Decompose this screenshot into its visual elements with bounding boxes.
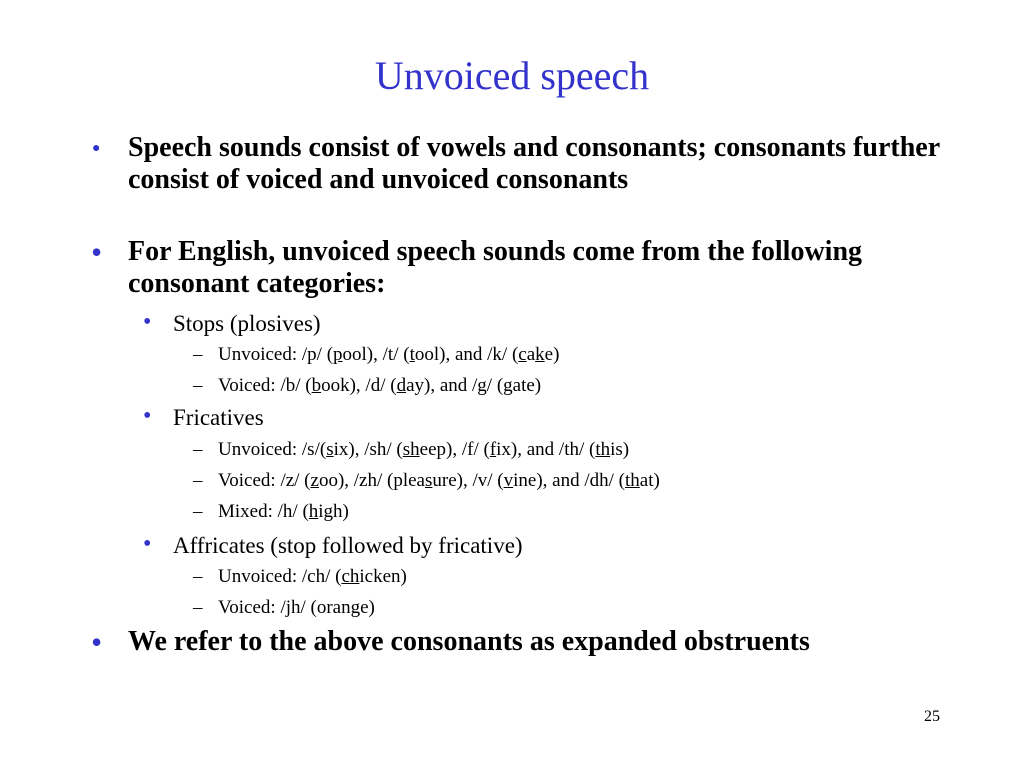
dash-icon: –	[193, 375, 203, 396]
dash-icon: –	[193, 501, 203, 522]
sub-bullet-dot-icon: •	[143, 531, 152, 557]
bullet-text-3: We refer to the above consonants as expanded obstruents	[128, 626, 810, 657]
list-item-stops-voiced: Voiced: /b/ (book), /d/ (day), and /g/ (gate)	[218, 375, 542, 396]
list-item-fricatives-unvoiced: Unvoiced: /s/(six), /sh/ (sheep), /f/ (fix), and /th/ (this)	[218, 439, 630, 460]
list-item-affricates-unvoiced: Unvoiced: /ch/ (chicken)	[218, 566, 407, 587]
sub-bullet-dot-icon: •	[143, 309, 152, 335]
dash-icon: –	[193, 597, 203, 618]
dash-icon: –	[193, 344, 203, 365]
bullet-text-2: For English, unvoiced speech sounds come from the following consonant categories:	[128, 236, 863, 299]
list-item-fricatives-mixed: Mixed: /h/ (high)	[218, 501, 349, 522]
list-item-stops-unvoiced: Unvoiced: /p/ (pool), /t/ (tool), and /k/ (cake)	[218, 344, 560, 365]
bullet-text-1: Speech sounds consist of vowels and consonants; consonants further consist of voiced and unvoiced consonants	[128, 132, 940, 195]
bullet-dot-icon: ●	[92, 141, 101, 156]
bullet-dot-icon: •	[91, 234, 103, 270]
dash-icon: –	[193, 470, 203, 491]
dash-icon: –	[193, 439, 203, 460]
category-label-affricates: Affricates (stop followed by fricative)	[173, 533, 523, 558]
bullet-dot-icon: •	[91, 624, 103, 660]
sub-bullet-dot-icon: •	[143, 403, 152, 429]
category-label-fricatives: Fricatives	[173, 405, 264, 430]
list-item-fricatives-voiced: Voiced: /z/ (zoo), /zh/ (pleasure), /v/ (vine), and /dh/ (that)	[218, 470, 660, 491]
category-label-stops: Stops (plosives)	[173, 311, 321, 336]
dash-icon: –	[193, 566, 203, 587]
page-number: 25	[924, 708, 940, 725]
slide-title: Unvoiced speech	[374, 53, 650, 98]
list-item-affricates-voiced: Voiced: /jh/ (orange)	[218, 597, 375, 618]
